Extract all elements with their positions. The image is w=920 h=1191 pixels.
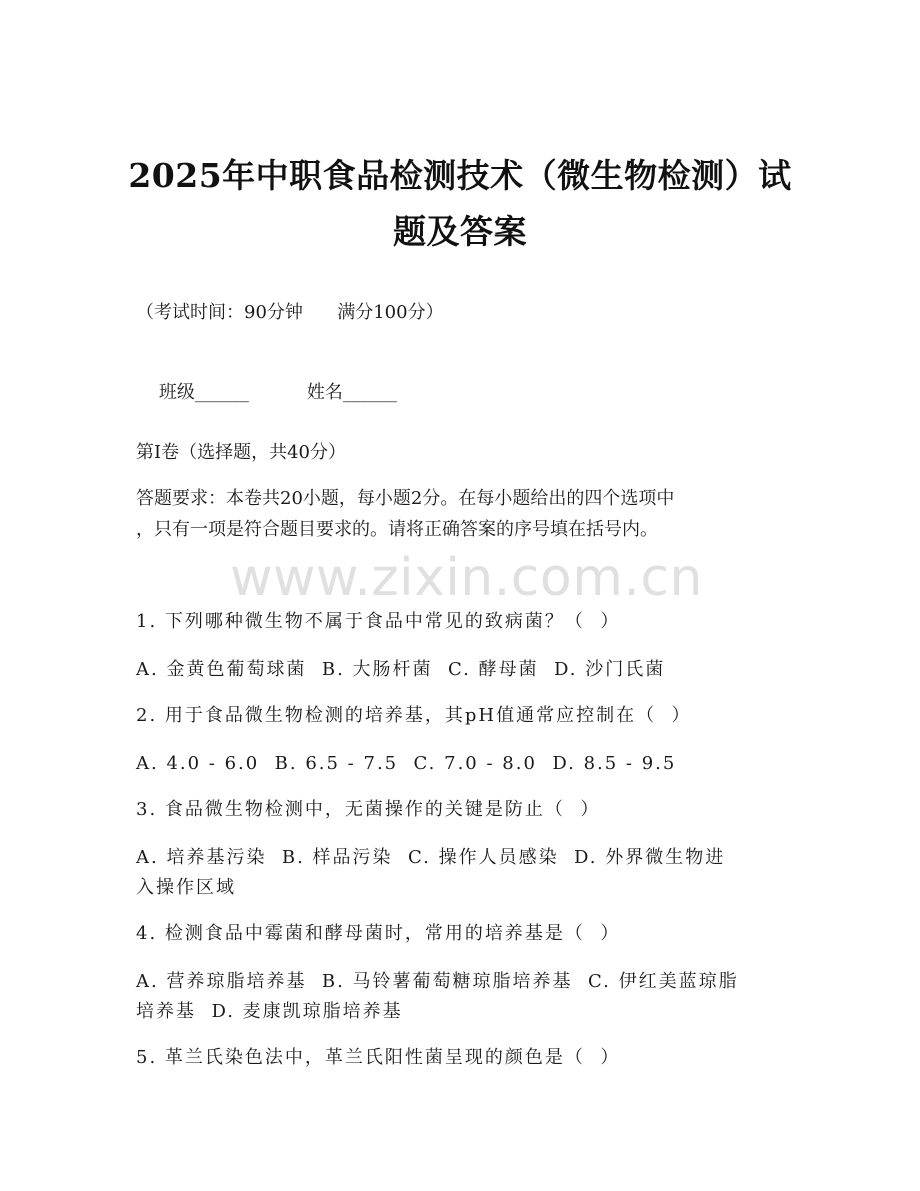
student-info-row [136,345,796,441]
question-5-stem: 5. 革兰氏染色法中，革兰氏阳性菌呈现的颜色是（ ） [136,1047,621,1068]
instructions-line-1: 答题要求：本卷共20小题，每小题2分。在每小题给出的四个选项中 [136,488,675,509]
question-3-options-line-1: A. 培养基污染 B. 样品污染 C. 操作人员感染 D. 外界微生物进 [136,847,726,868]
question-3-options-line-2: 入操作区域 [136,877,236,898]
exam-info: （考试时间：90分钟 满分100分） [136,302,444,323]
question-2-stem: 2. 用于食品微生物检测的培养基，其pH值通常应控制在（ ） [136,705,692,726]
document-title [60,148,860,260]
instructions-line-2: ，只有一项是符合题目要求的。请将正确答案的序号填在括号内。 [136,519,658,540]
question-2-options: A. 4.0 - 6.0 B. 6.5 - 7.5 C. 7.0 - 8.0 D. 8.5 - 9.5 [136,753,677,774]
title-line-1: 2025年中职食品检测技术（微生物检测）试 [128,156,792,195]
question-1-options: A. 金黄色葡萄球菌 B. 大肠杆菌 C. 酵母菌 D. 沙门氏菌 [136,659,666,680]
title-line-2: 题及答案 [393,212,527,251]
class-label: 班级______ [158,382,249,403]
question-4-options-line-1: A. 营养琼脂培养基 B. 马铃薯葡萄糖琼脂培养基 C. 伊红美蓝琼脂 [136,971,739,992]
section-title: 第I卷（选择题，共40分） [136,442,347,463]
watermark: www.zixin.com.cn [230,548,703,608]
question-3-stem: 3. 食品微生物检测中，无菌操作的关键是防止（ ） [136,799,601,820]
name-label: 姓名______ [306,382,397,403]
question-4-stem: 4. 检测食品中霉菌和酵母菌时，常用的培养基是（ ） [136,923,621,944]
question-4-options-line-2: 培养基 D. 麦康凯琼脂培养基 [136,1001,403,1022]
question-1-stem: 1. 下列哪种微生物不属于食品中常见的致病菌？（ ） [136,611,621,632]
